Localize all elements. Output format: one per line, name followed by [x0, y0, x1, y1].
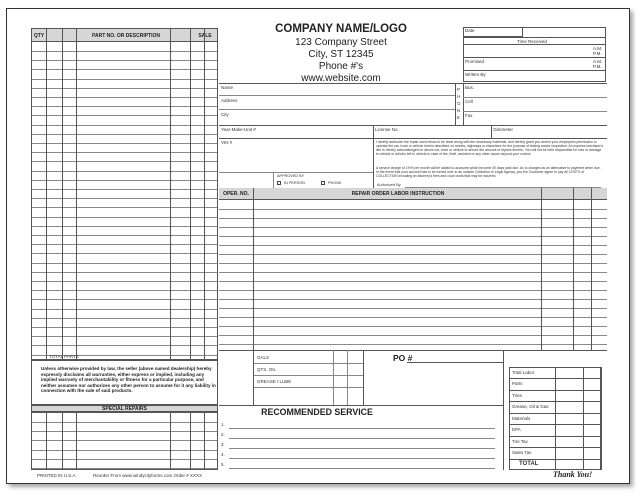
bus-phone-label: Bus. — [465, 85, 475, 90]
in-person-label: IN PERSON — [284, 181, 305, 185]
name-label: Name — [221, 85, 234, 90]
printed-label: PRINTED IN U.S.A. — [37, 473, 77, 478]
totals-row-label: EPA — [512, 427, 521, 433]
labor-row-line — [219, 272, 607, 273]
labor-row-line — [219, 227, 607, 228]
approved-by-label: APPROVED BY — [277, 174, 305, 178]
phone-letter-n: N — [457, 108, 461, 113]
vin-label: VIN # — [221, 140, 233, 145]
part-description-header: PART NO. OR DESCRIPTION — [92, 33, 160, 39]
po-number-label: PO # — [393, 353, 413, 363]
warranty-disclaimer: Unless otherwise provided by law, the seller (above named dealership) hereby expressly disclaims all warranties, either express or implied, including any implied warranty of merchantability or fitness for a particular purpose, and neither assumes nor authorizes any other person to assume for it any liability in connection with the sale of said products. — [41, 366, 216, 394]
total-parts-label: TOTAL PARTS — [49, 354, 79, 359]
address-label: Address — [221, 98, 238, 103]
labor-table — [219, 200, 607, 350]
recommended-line[interactable] — [229, 448, 495, 449]
labor-row-line — [219, 236, 607, 237]
totals-row-label: Materials — [512, 415, 531, 421]
totals-row-label: Tire Tax — [512, 438, 528, 444]
thank-you-text: Thank You! — [553, 470, 593, 479]
pm-label-1: P.M. — [593, 51, 602, 56]
recommended-line-number: 5. — [221, 462, 225, 467]
qts-oil-label: QTS. OIL — [257, 367, 277, 372]
phone-letter-e: E — [457, 115, 461, 120]
grease-lube-label: GREASE / LUBE — [257, 379, 292, 384]
company-website: www.website.com — [301, 73, 381, 84]
parts-table — [31, 28, 218, 360]
time-received-label: Time Received — [517, 39, 547, 44]
authorized-by-label: Authorized By — [377, 183, 401, 187]
company-street: 123 Company Street — [295, 37, 387, 48]
recommended-line[interactable] — [229, 468, 495, 469]
totals-row-label: Tires — [512, 392, 522, 398]
company-city: City, ST 12345 — [308, 49, 374, 60]
labor-row-line — [219, 308, 607, 309]
labor-row-line — [219, 344, 607, 345]
phone-letter-o: O — [457, 101, 461, 106]
am-label-2: A.M. — [593, 59, 603, 64]
recommended-line[interactable] — [229, 458, 495, 459]
special-repairs-header: SPECIAL REPAIRS — [102, 406, 147, 412]
phone-letter-p: P — [457, 87, 461, 92]
labor-row-line — [219, 299, 607, 300]
authorization-text: I hereby authorize the repair work below to be done along with the necessary materials, and hereby grant you and/or your employees permission to operate the car, truck or vehicle herein described on streets, highways or elsewhere for the purpose of testing and/or inspection. An express mechanic's lien is hereby acknowledged on above car, truck or vehicle to secure the amount of repairs thereto. You will not be held responsible for loss or damage to vehicle or articles left in vehicle in case of fire, theft, accident or any other cause beyond your control. — [376, 140, 604, 156]
odometer-label: Odometer — [493, 127, 514, 132]
totals-row-label: Grease, Oil & Gas — [512, 404, 549, 410]
totals-row-label: TOTAL — [519, 460, 539, 467]
labor-row-line — [219, 254, 607, 255]
fax-label: Fax — [465, 113, 473, 118]
in-person-checkbox[interactable] — [277, 181, 281, 185]
recommended-line-number: 4. — [221, 452, 225, 457]
labor-row-line — [219, 317, 607, 318]
reorder-label: Reorder From www.windycityforms.com Order # XXXX — [93, 473, 203, 478]
gals-label: GALS — [257, 355, 270, 360]
pm-label-2: P.M. — [593, 64, 602, 69]
phone-checkbox[interactable] — [321, 181, 325, 185]
totals-row-label: Parts — [512, 381, 523, 387]
special-repairs-table — [31, 412, 218, 470]
cell-phone-label: Cell — [465, 99, 473, 104]
totals-row-label: Total Labor — [512, 370, 535, 375]
date-label: Date — [465, 28, 475, 33]
city-label: City — [221, 112, 229, 117]
labor-instruction-header: REPAIR ORDER LABOR INSTRUCTION — [351, 191, 445, 197]
labor-row-line — [219, 335, 607, 336]
recommended-line[interactable] — [229, 428, 495, 429]
phone-approval-label: PHONE — [328, 181, 342, 185]
repair-order-form — [6, 8, 630, 484]
labor-row-line — [219, 263, 607, 264]
labor-row-line — [219, 290, 607, 291]
recommended-service-title: RECOMMENDED SERVICE — [261, 407, 373, 417]
year-make-label: Year-Make-Unit # — [221, 127, 256, 132]
labor-row-line — [219, 281, 607, 282]
am-label-1: A.M. — [593, 46, 603, 51]
recommended-line-number: 1. — [221, 422, 225, 427]
license-label: License No. — [375, 127, 399, 132]
service-charge-text: A service charge of 1½% per month will be added to accounts which become 30 days past due. As to charges as an alternative to payment when due. In the event that your account has to be turned over to an outside Collection or Legal Agency, you the Customer agree to pay all COSTS of COLLECTION including an attorney's fees and court costs that may be incurred. — [376, 166, 601, 178]
qty-header: QTY — [33, 33, 45, 39]
labor-row-line — [219, 245, 607, 246]
recommended-line[interactable] — [229, 438, 495, 439]
oper-no-header: OPER. NO. — [223, 191, 249, 197]
recommended-line-number: 3. — [221, 442, 225, 447]
phone-letter-h: H — [457, 94, 461, 99]
labor-row-line — [219, 209, 607, 210]
promised-label: Promised — [465, 59, 485, 64]
labor-row-line — [219, 326, 607, 327]
written-by-label: Written By — [465, 72, 486, 77]
sale-header: SALE — [198, 33, 212, 39]
company-phone: Phone #'s — [318, 61, 364, 72]
company-name: COMPANY NAME/LOGO — [275, 23, 407, 35]
totals-row-label: Sales Tax — [512, 450, 532, 456]
recommended-line-number: 2. — [221, 432, 225, 437]
labor-row-line — [219, 218, 607, 219]
